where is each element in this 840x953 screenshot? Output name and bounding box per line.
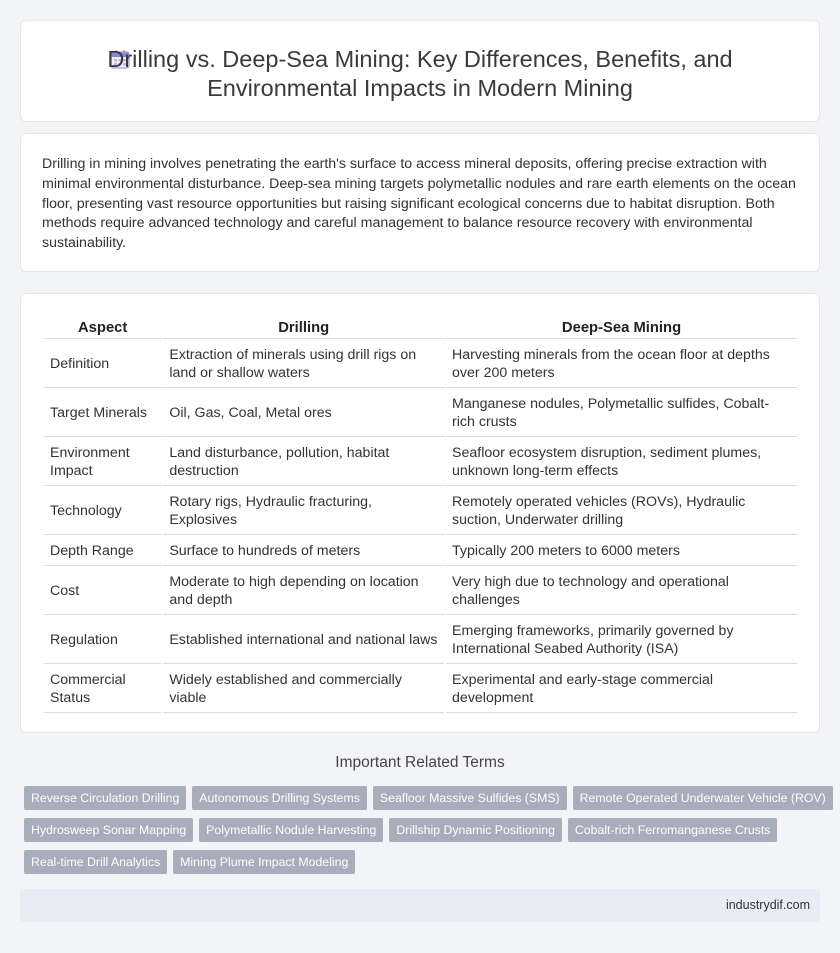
row-aspect: Target Minerals <box>44 389 161 437</box>
row-aspect: Technology <box>44 487 161 535</box>
row-deep-sea: Manganese nodules, Polymetallic sulfides, Cobalt-rich crusts <box>446 389 797 437</box>
related-term-tag[interactable]: Drillship Dynamic Positioning <box>389 818 562 842</box>
table-row <box>44 567 797 615</box>
header-aspect: Aspect <box>44 315 161 339</box>
row-aspect: Environment Impact <box>44 438 161 486</box>
row-drilling: Established international and national laws <box>163 616 444 664</box>
row-drilling: Land disturbance, pollution, habitat destruction <box>163 438 444 486</box>
table-row <box>44 438 797 486</box>
title-card <box>20 20 820 122</box>
page-title: Drilling vs. Deep-Sea Mining: Key Differences, Benefits, and Environmental Impacts in Modern Mining <box>107 46 733 101</box>
related-term-tag[interactable]: Autonomous Drilling Systems <box>192 786 367 810</box>
comparison-table <box>42 314 799 714</box>
row-deep-sea: Remotely operated vehicles (ROVs), Hydraulic suction, Underwater drilling <box>446 487 797 535</box>
row-aspect: Cost <box>44 567 161 615</box>
table-header-row <box>44 315 797 339</box>
comparison-table-card <box>20 293 820 733</box>
row-drilling: Oil, Gas, Coal, Metal ores <box>163 389 444 437</box>
footer <box>20 889 820 922</box>
related-term-tag[interactable]: Reverse Circulation Drilling <box>24 786 186 810</box>
row-deep-sea: Very high due to technology and operational challenges <box>446 567 797 615</box>
header-deep-sea-mining: Deep-Sea Mining <box>446 315 797 339</box>
footer-site-link[interactable]: industrydif.com <box>725 898 810 912</box>
related-term-tag[interactable]: Hydrosweep Sonar Mapping <box>24 818 193 842</box>
related-term-tag[interactable]: Cobalt-rich Ferromanganese Crusts <box>568 818 777 842</box>
row-aspect: Regulation <box>44 616 161 664</box>
row-aspect: Depth Range <box>44 536 161 566</box>
related-term-tag[interactable]: Mining Plume Impact Modeling <box>173 850 355 874</box>
related-term-tag[interactable]: Remote Operated Underwater Vehicle (ROV) <box>573 786 833 810</box>
related-term-tag[interactable]: Polymetallic Nodule Harvesting <box>199 818 383 842</box>
row-deep-sea: Emerging frameworks, primarily governed by International Seabed Authority (ISA) <box>446 616 797 664</box>
tag-row <box>24 850 824 874</box>
row-drilling: Moderate to high depending on location and depth <box>163 567 444 615</box>
row-drilling: Surface to hundreds of meters <box>163 536 444 566</box>
table-row <box>44 665 797 713</box>
tag-row <box>24 818 824 842</box>
row-deep-sea: Seafloor ecosystem disruption, sediment plumes, unknown long-term effects <box>446 438 797 486</box>
row-drilling: Widely established and commercially viable <box>163 665 444 713</box>
intro-card <box>20 133 820 272</box>
related-term-tag[interactable]: Seafloor Massive Sulfides (SMS) <box>373 786 567 810</box>
header-drilling: Drilling <box>163 315 444 339</box>
row-deep-sea: Experimental and early-stage commercial development <box>446 665 797 713</box>
related-term-tag[interactable]: Real-time Drill Analytics <box>24 850 167 874</box>
row-aspect: Commercial Status <box>44 665 161 713</box>
intro-paragraph: Drilling in mining involves penetrating the earth's surface to access mineral deposits, offering precise extraction with minimal environmental disturbance. Deep-sea mining targets polymetallic nodules and rare earth elements on the ocean floor, presenting vast resource opportunities but raising significant ecological concerns due to habitat disruption. Both methods require advanced technology and careful management to balance resource recovery with environmental sustainability. <box>42 156 796 252</box>
table-row <box>44 487 797 535</box>
table-row <box>44 340 797 388</box>
row-drilling: Rotary rigs, Hydraulic fracturing, Explosives <box>163 487 444 535</box>
related-terms-title: Important Related Terms <box>335 754 505 771</box>
table-row <box>44 616 797 664</box>
row-deep-sea: Typically 200 meters to 6000 meters <box>446 536 797 566</box>
related-terms-tags <box>24 786 824 882</box>
row-aspect: Definition <box>44 340 161 388</box>
row-drilling: Extraction of minerals using drill rigs on land or shallow waters <box>163 340 444 388</box>
table-row <box>44 536 797 566</box>
tag-row <box>24 786 824 810</box>
row-deep-sea: Harvesting minerals from the ocean floor at depths over 200 meters <box>446 340 797 388</box>
table-row <box>44 389 797 437</box>
